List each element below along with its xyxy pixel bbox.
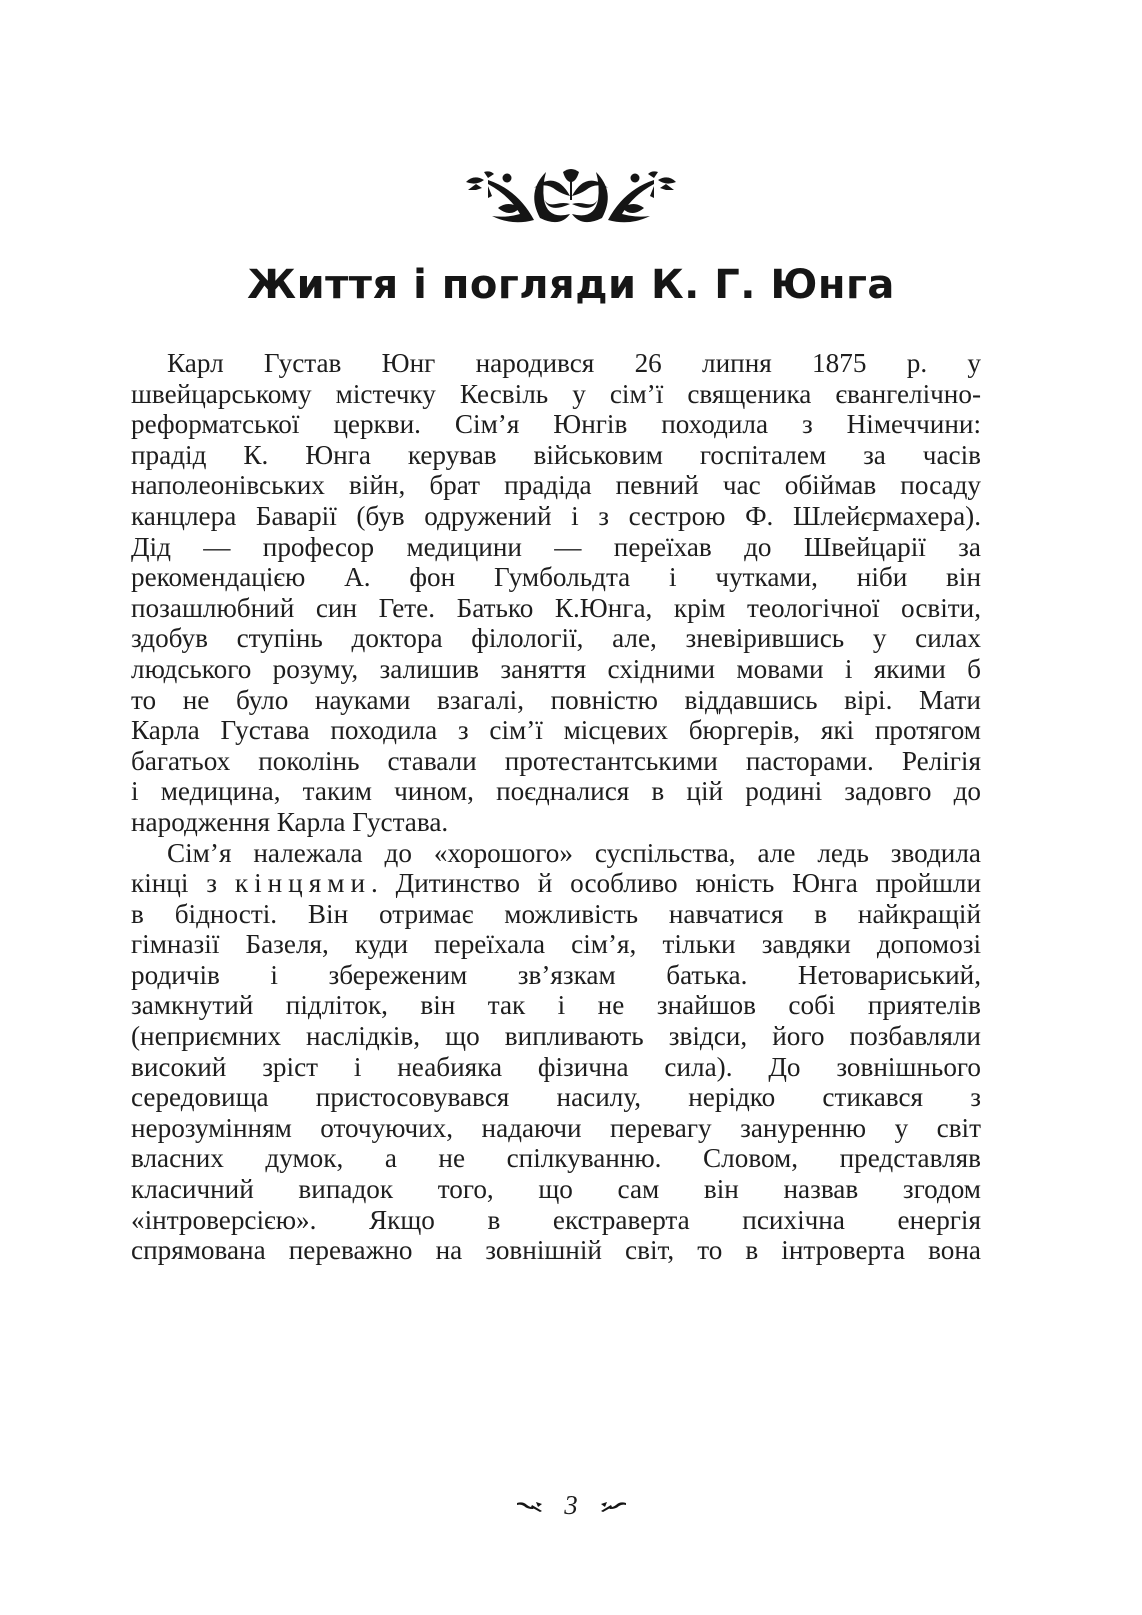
text-line: класичний випадок того, що сам він назвав згодом (131, 1174, 981, 1205)
text-line (131, 868, 981, 899)
text-line: Карл Густав Юнг народився 26 липня 1875 р. у (167, 348, 981, 378)
text-line: позашлюбний син Гете. Батько К.Юнга, крім теологічної освіти, (131, 592, 981, 623)
text-line: прадід К. Юнга керував військовим госпіталем за часів (131, 439, 981, 470)
text-line: (неприємних наслідків, що випливають звідси, його позбавляли (131, 1021, 981, 1052)
body-text (131, 348, 981, 1266)
text-line: гімназії Базеля, куди переїхала сім’я, тільки завдяки допомозі (131, 929, 981, 960)
text-line: замкнутий підліток, він так і не знайшов собі приятелів (131, 990, 981, 1021)
text-line: Сім’я належала до «хорошого» суспільства, але ледь зводила (167, 837, 981, 868)
text-line: родичів і збереженим зв’язкам батька. Нетовариський, (131, 959, 981, 990)
paragraph-1 (131, 348, 981, 838)
text-line: швейцарському містечку Кесвіль у сім’ї священика євангелічно- (131, 378, 981, 409)
text-line: Дід — професор медицини — переїхав до Швейцарії за (131, 531, 981, 562)
text-line: «інтроверсією». Якщо в екстраверта психічна енергія (131, 1204, 981, 1235)
text-line: Карла Густава походила з сім’ї місцевих бюргерів, які протягом (131, 715, 981, 746)
page-footer (0, 1488, 1142, 1521)
text-line: нерозумінням оточуючих, надаючи перевагу зануренню у світ (131, 1112, 981, 1143)
text-line: наполеонівських війн, брат прадіда певний час обіймав посаду (131, 470, 981, 501)
right-flourish-icon (597, 1499, 627, 1513)
text-line: високий зріст і неабияка фізична сила). До зовнішнього (131, 1051, 981, 1082)
text-line: і медицина, таким чином, поєдналися в цій родині задовго до (131, 776, 981, 807)
text-line: людського розуму, залишив заняття східними мовами і якими б (131, 653, 981, 684)
text-line: середовища пристосовувався насилу, нерідко стикався з (131, 1082, 981, 1113)
text-line: народження Карла Густава. (131, 806, 449, 837)
text-line: то не було науками взагалі, повністю віддавшись вірі. Мати (131, 684, 981, 715)
text-fragment: . Дитинство й особливо юність Юнга пройшли (371, 868, 981, 899)
left-flourish-icon (516, 1499, 546, 1513)
text-line: канцлера Баварії (був одружений і з сестрою Ф. Шлейєрмахера). (131, 500, 981, 531)
emphasized-word: кінцями (234, 868, 371, 899)
text-line: багатьох поколінь ставали протестантськими пасторами. Релігія (131, 745, 981, 776)
text-line: власних думок, а не спілкуванню. Словом, представляв (131, 1143, 981, 1174)
paragraph-2 (131, 838, 981, 1266)
text-line: спрямована переважно на зовнішній світ, то в інтроверта вона (131, 1235, 981, 1266)
text-fragment: кінці з (131, 868, 235, 899)
floral-ornament-icon (458, 160, 684, 230)
text-line: в бідності. Він отримає можливість навчатися в найкращій (131, 898, 981, 929)
text-line: рекомендацією А. фон Гумбольдта і чутками, ніби він (131, 562, 981, 593)
text-line: реформатської церкви. Сім’я Юнгів походила з Німеччини: (131, 409, 981, 440)
text-line: здобув ступінь доктора філології, але, зневірившись у силах (131, 623, 981, 654)
page-number: 3 (564, 1490, 578, 1521)
page-title: Життя і погляди К. Г. Юнга (247, 262, 895, 308)
